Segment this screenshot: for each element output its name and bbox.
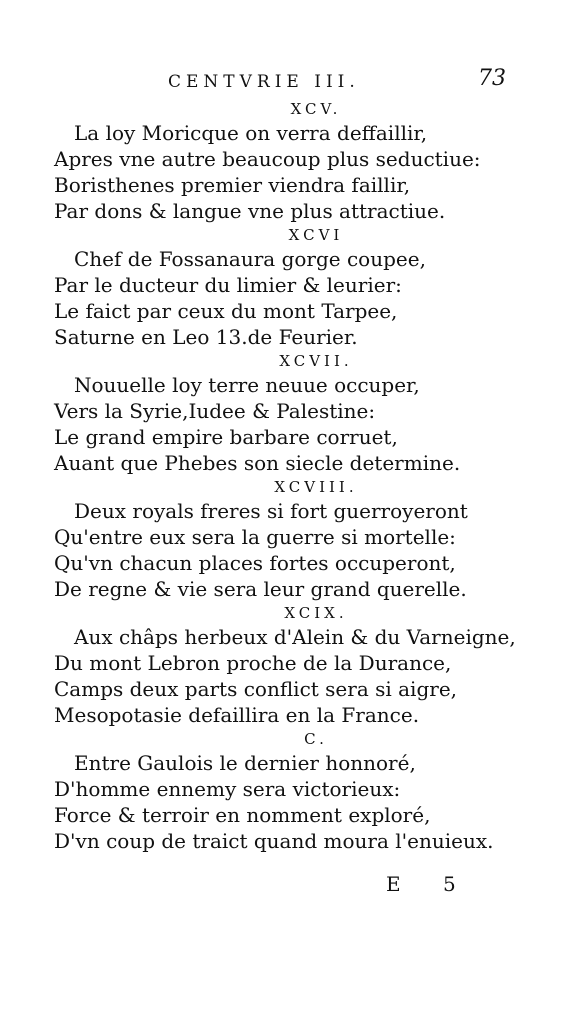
quatrain-numeral: XCVIII.: [274, 478, 358, 496]
quatrain: [46, 98, 566, 224]
verse-line: Qu'vn chacun places fortes occuperont,: [54, 551, 456, 575]
quatrain: [46, 602, 566, 728]
verse-line: Saturne en Leo 13.de Feurier.: [54, 325, 358, 349]
quatrain: [46, 350, 566, 476]
verse-line: Deux royals freres si fort guerroyeront: [74, 499, 468, 523]
page-header: [0, 64, 588, 98]
verse-line: D'homme ennemy sera victorieux:: [54, 777, 401, 801]
verse-line: Le grand empire barbare corruet,: [54, 425, 398, 449]
quatrain-numeral: XCV.: [290, 100, 342, 118]
quatrain-numeral: C.: [304, 730, 328, 748]
signature-mark: E 5: [386, 872, 474, 896]
verse-line: De regne & vie sera leur grand querelle.: [54, 577, 467, 601]
page-number: 73: [478, 66, 506, 91]
quatrain-numeral: XCIX.: [284, 604, 348, 622]
verse-line: Chef de Fossanaura gorge coupee,: [74, 247, 426, 271]
verse-line: Mesopotasie defaillira en la France.: [54, 703, 420, 727]
verse-line: La loy Moricque on verra deffaillir,: [74, 121, 428, 145]
quatrain: [46, 224, 566, 350]
verse-line: Camps deux parts conflict sera si aigre,: [54, 677, 458, 701]
verse-line: Nouuelle loy terre neuue occuper,: [74, 373, 420, 397]
verse-line: Vers la Syrie,Iudee & Palestine:: [54, 399, 376, 423]
verse-line: D'vn coup de traict quand moura l'enuieux.: [54, 829, 494, 853]
page-footer: [0, 866, 588, 906]
verse-line: Aux châps herbeux d'Alein & du Varneigne,: [74, 625, 516, 649]
running-title: CENTVRIE III.: [168, 72, 360, 92]
verse-line: Entre Gaulois le dernier honnoré,: [74, 751, 416, 775]
quatrain: [46, 476, 566, 602]
quatrain-list: [46, 98, 566, 854]
verse-line: Auant que Phebes son siecle determine.: [54, 451, 461, 475]
verse-line: Force & terroir en nomment exploré,: [54, 803, 431, 827]
verse-line: Par le ducteur du limier & leurier:: [54, 273, 402, 297]
verse-line: Du mont Lebron proche de la Durance,: [54, 651, 452, 675]
verse-line: Boristhenes premier viendra faillir,: [54, 173, 411, 197]
verse-line: Le faict par ceux du mont Tarpee,: [54, 299, 398, 323]
verse-line: Qu'entre eux sera la guerre si mortelle:: [54, 525, 456, 549]
quatrain: [46, 728, 566, 854]
quatrain-numeral: XCVI: [288, 226, 344, 244]
verse-line: Par dons & langue vne plus attractiue.: [54, 199, 446, 223]
verse-line: Apres vne autre beaucoup plus seductiue:: [54, 147, 481, 171]
quatrain-numeral: XCVII.: [279, 352, 353, 370]
